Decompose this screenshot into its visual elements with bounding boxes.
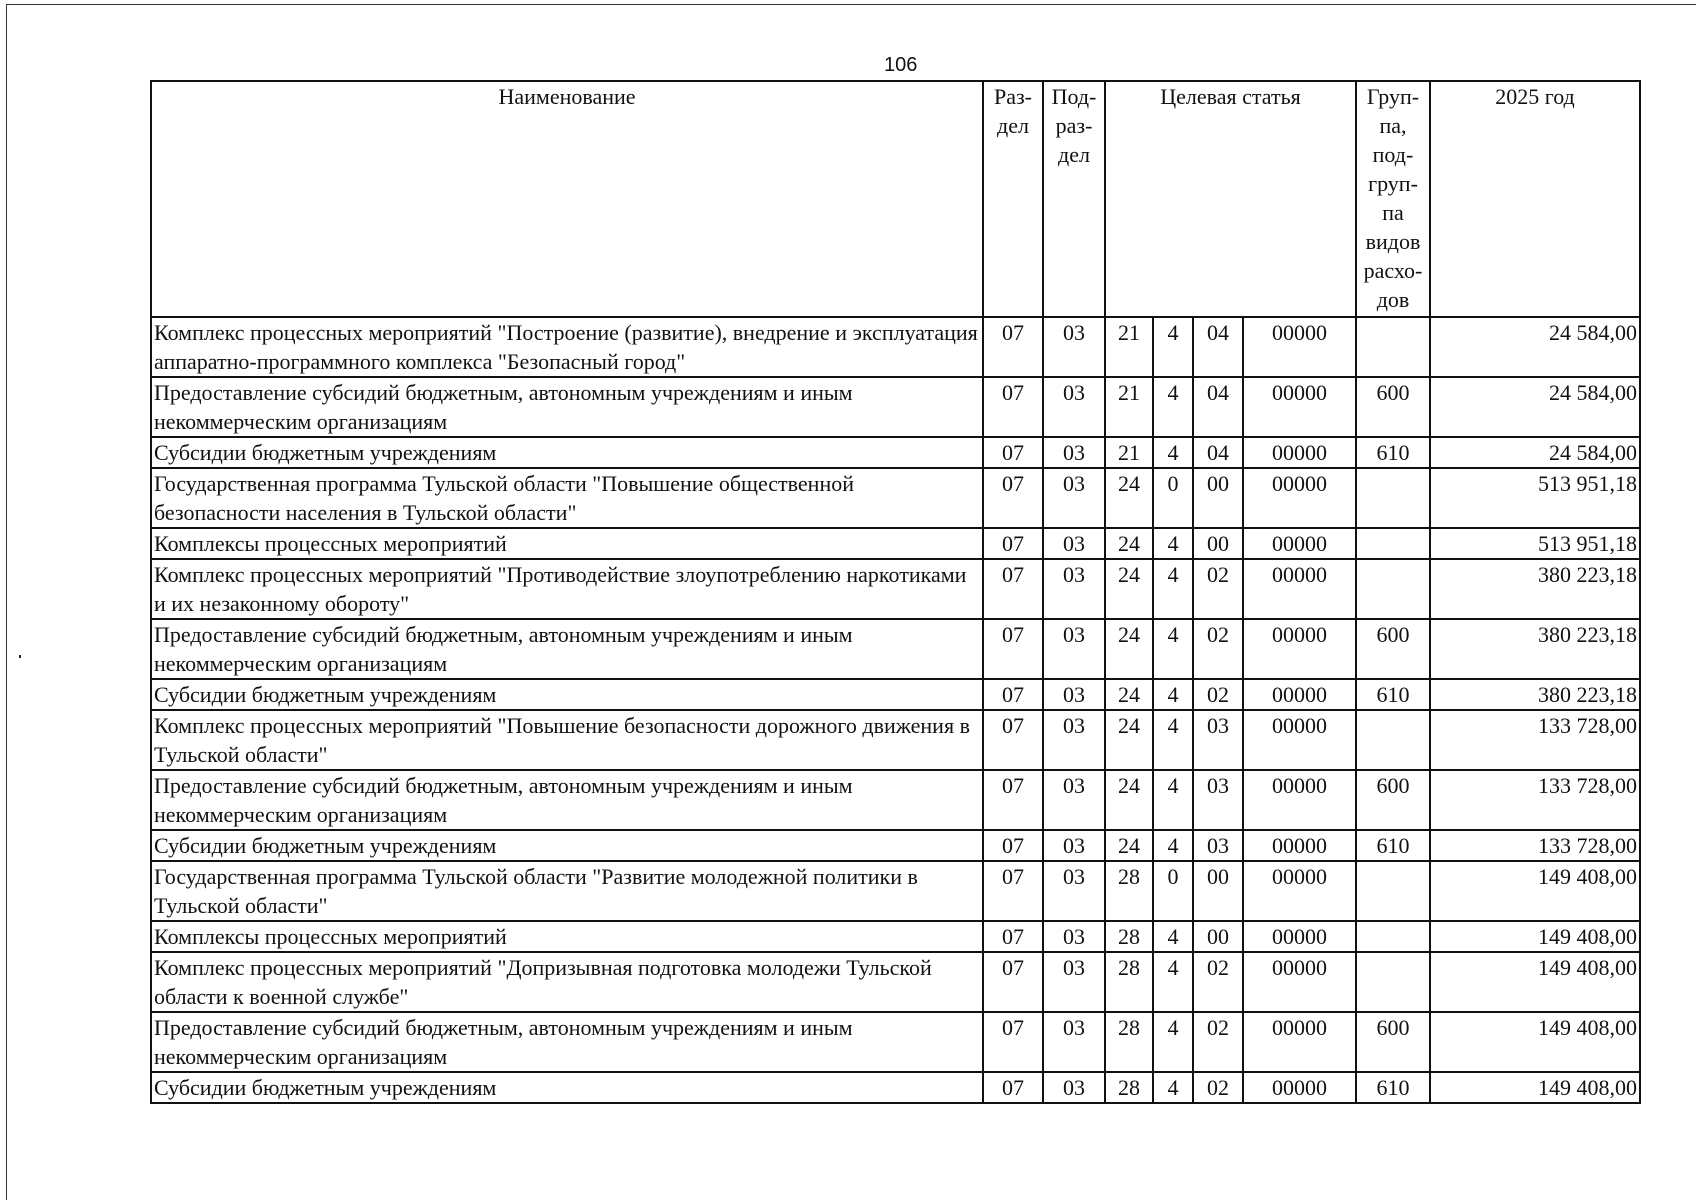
cell-section: 07 xyxy=(983,619,1043,679)
budget-table xyxy=(150,80,1641,1104)
table-row xyxy=(151,619,1640,679)
cell-subsection: 03 xyxy=(1043,830,1105,861)
cell-type-code: 4 xyxy=(1153,317,1193,377)
cell-expense-group xyxy=(1356,921,1430,952)
cell-program-code: 28 xyxy=(1105,921,1153,952)
cell-direction-code: 00000 xyxy=(1243,437,1356,468)
table-row xyxy=(151,437,1640,468)
cell-complex-code: 00 xyxy=(1193,528,1243,559)
cell-section: 07 xyxy=(983,710,1043,770)
table-row xyxy=(151,1072,1640,1103)
cell-expense-group: 600 xyxy=(1356,619,1430,679)
cell-complex-code: 04 xyxy=(1193,437,1243,468)
cell-section: 07 xyxy=(983,1072,1043,1103)
cell-subsection: 03 xyxy=(1043,710,1105,770)
table-row xyxy=(151,559,1640,619)
cell-program-code: 28 xyxy=(1105,1012,1153,1072)
cell-subsection: 03 xyxy=(1043,952,1105,1012)
cell-amount: 149 408,00 xyxy=(1430,921,1640,952)
cell-subsection: 03 xyxy=(1043,559,1105,619)
cell-name: Государственная программа Тульской области "Повышение общественной безопасности населения в Тульской области" xyxy=(151,468,983,528)
cell-type-code: 4 xyxy=(1153,770,1193,830)
cell-type-code: 4 xyxy=(1153,830,1193,861)
cell-type-code: 4 xyxy=(1153,619,1193,679)
cell-section: 07 xyxy=(983,679,1043,710)
cell-subsection: 03 xyxy=(1043,468,1105,528)
table-row xyxy=(151,1012,1640,1072)
cell-name: Комплекс процессных мероприятий "Противодействие злоупотреблению наркотиками и их незаконному обороту" xyxy=(151,559,983,619)
cell-direction-code: 00000 xyxy=(1243,710,1356,770)
cell-name: Предоставление субсидий бюджетным, автономным учреждениям и иным некоммерческим организациям xyxy=(151,1012,983,1072)
cell-amount: 380 223,18 xyxy=(1430,679,1640,710)
cell-complex-code: 04 xyxy=(1193,377,1243,437)
cell-name: Комплекс процессных мероприятий "Повышение безопасности дорожного движения в Тульской области" xyxy=(151,710,983,770)
cell-direction-code: 00000 xyxy=(1243,317,1356,377)
table-header-row xyxy=(151,81,1640,317)
cell-direction-code: 00000 xyxy=(1243,559,1356,619)
cell-amount: 149 408,00 xyxy=(1430,952,1640,1012)
table-row xyxy=(151,528,1640,559)
cell-expense-group xyxy=(1356,317,1430,377)
cell-expense-group: 610 xyxy=(1356,830,1430,861)
cell-expense-group: 610 xyxy=(1356,679,1430,710)
cell-type-code: 4 xyxy=(1153,952,1193,1012)
cell-subsection: 03 xyxy=(1043,921,1105,952)
cell-expense-group xyxy=(1356,861,1430,921)
cell-program-code: 24 xyxy=(1105,559,1153,619)
cell-direction-code: 00000 xyxy=(1243,830,1356,861)
cell-type-code: 4 xyxy=(1153,528,1193,559)
cell-subsection: 03 xyxy=(1043,679,1105,710)
cell-subsection: 03 xyxy=(1043,1012,1105,1072)
cell-subsection: 03 xyxy=(1043,1072,1105,1103)
cell-section: 07 xyxy=(983,528,1043,559)
cell-expense-group xyxy=(1356,952,1430,1012)
scan-border-left xyxy=(6,4,7,1200)
cell-expense-group xyxy=(1356,710,1430,770)
cell-complex-code: 00 xyxy=(1193,861,1243,921)
cell-direction-code: 00000 xyxy=(1243,619,1356,679)
cell-expense-group xyxy=(1356,559,1430,619)
cell-section: 07 xyxy=(983,377,1043,437)
cell-direction-code: 00000 xyxy=(1243,468,1356,528)
cell-name: Комплексы процессных мероприятий xyxy=(151,921,983,952)
cell-name: Субсидии бюджетным учреждениям xyxy=(151,1072,983,1103)
cell-subsection: 03 xyxy=(1043,861,1105,921)
cell-subsection: 03 xyxy=(1043,437,1105,468)
cell-type-code: 0 xyxy=(1153,861,1193,921)
cell-complex-code: 02 xyxy=(1193,559,1243,619)
cell-expense-group: 600 xyxy=(1356,1012,1430,1072)
cell-direction-code: 00000 xyxy=(1243,921,1356,952)
header-expense-group: Груп- па, под- груп- па видов расхо- дов xyxy=(1356,81,1430,317)
cell-name: Субсидии бюджетным учреждениям xyxy=(151,830,983,861)
cell-direction-code: 00000 xyxy=(1243,770,1356,830)
cell-direction-code: 00000 xyxy=(1243,528,1356,559)
table-row xyxy=(151,861,1640,921)
cell-amount: 149 408,00 xyxy=(1430,861,1640,921)
cell-subsection: 03 xyxy=(1043,317,1105,377)
table-row xyxy=(151,377,1640,437)
cell-section: 07 xyxy=(983,1012,1043,1072)
cell-subsection: 03 xyxy=(1043,770,1105,830)
cell-type-code: 0 xyxy=(1153,468,1193,528)
cell-section: 07 xyxy=(983,468,1043,528)
cell-complex-code: 02 xyxy=(1193,619,1243,679)
cell-program-code: 24 xyxy=(1105,830,1153,861)
cell-direction-code: 00000 xyxy=(1243,952,1356,1012)
cell-complex-code: 03 xyxy=(1193,710,1243,770)
cell-type-code: 4 xyxy=(1153,437,1193,468)
cell-program-code: 21 xyxy=(1105,437,1153,468)
cell-complex-code: 00 xyxy=(1193,468,1243,528)
cell-amount: 133 728,00 xyxy=(1430,770,1640,830)
cell-direction-code: 00000 xyxy=(1243,679,1356,710)
cell-name: Предоставление субсидий бюджетным, автономным учреждениям и иным некоммерческим организациям xyxy=(151,619,983,679)
cell-direction-code: 00000 xyxy=(1243,377,1356,437)
cell-direction-code: 00000 xyxy=(1243,1072,1356,1103)
cell-type-code: 4 xyxy=(1153,921,1193,952)
cell-complex-code: 02 xyxy=(1193,679,1243,710)
cell-program-code: 21 xyxy=(1105,377,1153,437)
cell-expense-group: 610 xyxy=(1356,437,1430,468)
cell-amount: 513 951,18 xyxy=(1430,468,1640,528)
cell-amount: 24 584,00 xyxy=(1430,437,1640,468)
cell-complex-code: 04 xyxy=(1193,317,1243,377)
table-row xyxy=(151,830,1640,861)
cell-program-code: 24 xyxy=(1105,679,1153,710)
cell-type-code: 4 xyxy=(1153,710,1193,770)
cell-amount: 133 728,00 xyxy=(1430,710,1640,770)
cell-complex-code: 03 xyxy=(1193,770,1243,830)
table-row xyxy=(151,468,1640,528)
cell-amount: 133 728,00 xyxy=(1430,830,1640,861)
header-year: 2025 год xyxy=(1430,81,1640,317)
cell-program-code: 28 xyxy=(1105,861,1153,921)
cell-amount: 24 584,00 xyxy=(1430,377,1640,437)
cell-amount: 149 408,00 xyxy=(1430,1012,1640,1072)
cell-section: 07 xyxy=(983,770,1043,830)
scan-border-top xyxy=(6,4,1696,5)
table-row xyxy=(151,770,1640,830)
cell-program-code: 24 xyxy=(1105,528,1153,559)
table-row xyxy=(151,317,1640,377)
cell-direction-code: 00000 xyxy=(1243,1012,1356,1072)
table-row xyxy=(151,952,1640,1012)
cell-complex-code: 00 xyxy=(1193,921,1243,952)
cell-program-code: 28 xyxy=(1105,952,1153,1012)
header-name: Наименование xyxy=(151,81,983,317)
cell-name: Предоставление субсидий бюджетным, автономным учреждениям и иным некоммерческим организациям xyxy=(151,377,983,437)
header-subsection: Под- раз- дел xyxy=(1043,81,1105,317)
cell-subsection: 03 xyxy=(1043,619,1105,679)
cell-expense-group: 610 xyxy=(1356,1072,1430,1103)
scan-speck xyxy=(19,655,21,658)
cell-name: Комплекс процессных мероприятий "Допризывная подготовка молодежи Тульской области к военной службе" xyxy=(151,952,983,1012)
cell-program-code: 24 xyxy=(1105,619,1153,679)
cell-type-code: 4 xyxy=(1153,679,1193,710)
cell-section: 07 xyxy=(983,952,1043,1012)
cell-subsection: 03 xyxy=(1043,377,1105,437)
cell-section: 07 xyxy=(983,559,1043,619)
cell-section: 07 xyxy=(983,830,1043,861)
cell-program-code: 21 xyxy=(1105,317,1153,377)
cell-expense-group: 600 xyxy=(1356,377,1430,437)
cell-name: Комплекс процессных мероприятий "Построение (развитие), внедрение и эксплуатация аппаратно-программного комплекса "Безопасный город" xyxy=(151,317,983,377)
cell-complex-code: 02 xyxy=(1193,952,1243,1012)
cell-amount: 513 951,18 xyxy=(1430,528,1640,559)
cell-section: 07 xyxy=(983,861,1043,921)
table-row xyxy=(151,921,1640,952)
cell-amount: 380 223,18 xyxy=(1430,619,1640,679)
cell-amount: 149 408,00 xyxy=(1430,1072,1640,1103)
cell-complex-code: 02 xyxy=(1193,1012,1243,1072)
cell-amount: 380 223,18 xyxy=(1430,559,1640,619)
cell-complex-code: 02 xyxy=(1193,1072,1243,1103)
cell-subsection: 03 xyxy=(1043,528,1105,559)
cell-program-code: 28 xyxy=(1105,1072,1153,1103)
header-target-article: Целевая статья xyxy=(1105,81,1356,317)
cell-section: 07 xyxy=(983,437,1043,468)
cell-program-code: 24 xyxy=(1105,468,1153,528)
cell-type-code: 4 xyxy=(1153,1012,1193,1072)
table-row xyxy=(151,710,1640,770)
cell-program-code: 24 xyxy=(1105,710,1153,770)
table-body xyxy=(151,317,1640,1103)
cell-expense-group xyxy=(1356,468,1430,528)
header-section: Раз- дел xyxy=(983,81,1043,317)
cell-program-code: 24 xyxy=(1105,770,1153,830)
cell-direction-code: 00000 xyxy=(1243,861,1356,921)
cell-section: 07 xyxy=(983,921,1043,952)
cell-section: 07 xyxy=(983,317,1043,377)
cell-expense-group: 600 xyxy=(1356,770,1430,830)
cell-expense-group xyxy=(1356,528,1430,559)
cell-type-code: 4 xyxy=(1153,377,1193,437)
cell-name: Комплексы процессных мероприятий xyxy=(151,528,983,559)
cell-name: Предоставление субсидий бюджетным, автономным учреждениям и иным некоммерческим организациям xyxy=(151,770,983,830)
cell-type-code: 4 xyxy=(1153,1072,1193,1103)
cell-name: Субсидии бюджетным учреждениям xyxy=(151,679,983,710)
table-row xyxy=(151,679,1640,710)
page-number: 106 xyxy=(884,54,918,76)
cell-name: Субсидии бюджетным учреждениям xyxy=(151,437,983,468)
cell-amount: 24 584,00 xyxy=(1430,317,1640,377)
cell-type-code: 4 xyxy=(1153,559,1193,619)
cell-complex-code: 03 xyxy=(1193,830,1243,861)
cell-name: Государственная программа Тульской области "Развитие молодежной политики в Тульской области" xyxy=(151,861,983,921)
